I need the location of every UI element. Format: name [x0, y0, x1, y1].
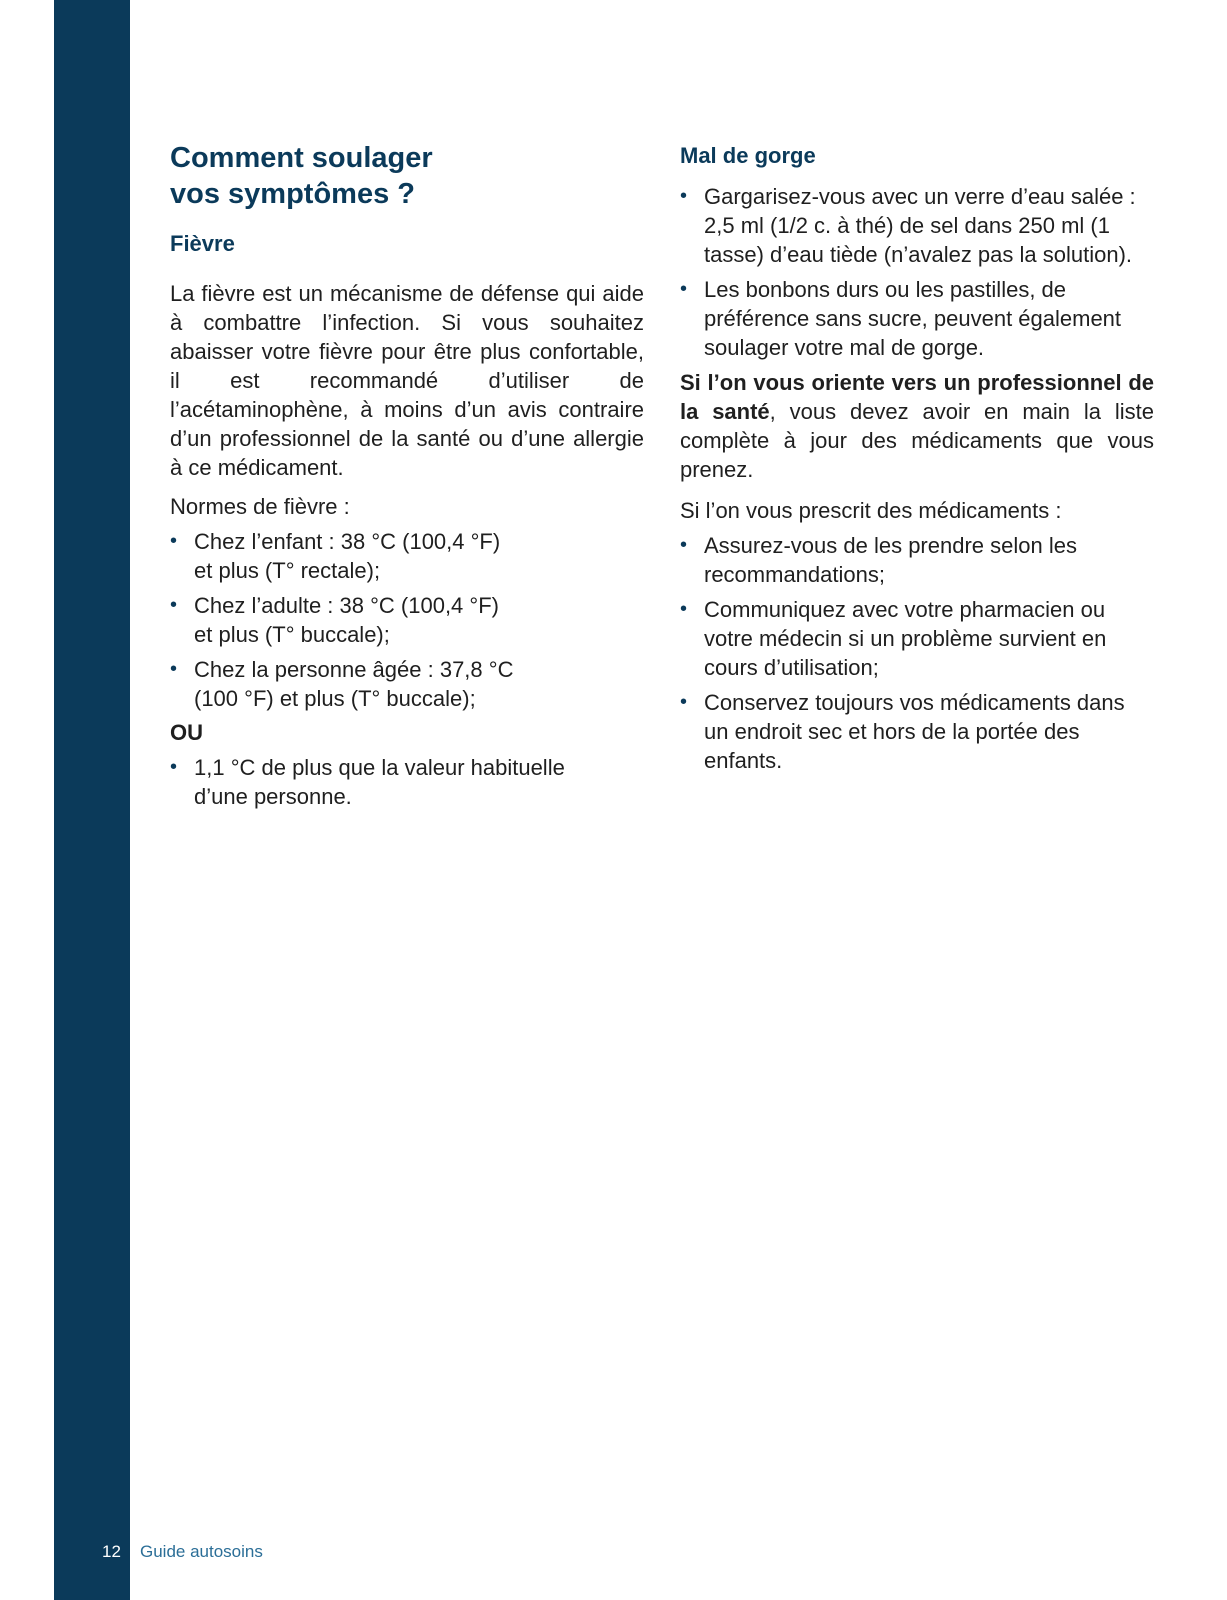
bullet-icon: •	[680, 185, 688, 207]
page-title-line2: vos symptômes ?	[170, 178, 415, 210]
page-title	[170, 140, 644, 212]
sidebar-band	[54, 0, 130, 1600]
referral-paragraph	[680, 368, 1154, 484]
bullet-icon: •	[170, 530, 178, 552]
referral-bold: Si l’on vous oriente vers un professionnel de la santé	[680, 370, 1154, 424]
bullet-icon: •	[680, 691, 688, 713]
list-item: • Chez l’enfant : 38 °C (100,4 °F) et plus (T° rectale);	[170, 529, 501, 583]
bullet-icon: •	[170, 658, 178, 680]
bullet-icon: •	[170, 594, 178, 616]
guide-title: Guide autosoins	[140, 1542, 263, 1561]
list-item: • Communiquez avec votre pharmacien ou votre médecin si un problème survient en cours d’utilisation;	[680, 597, 1107, 680]
prescribed-label: Si l’on vous prescrit des médicaments :	[680, 498, 1062, 523]
fever-heading: Fièvre	[170, 231, 235, 256]
fever-norms-label: Normes de fièvre :	[170, 494, 350, 519]
list-item: • Chez la personne âgée : 37,8 °C (100 °F) et plus (T° buccale);	[170, 657, 514, 711]
fever-extra-list	[170, 753, 644, 811]
bullet-icon: •	[170, 756, 178, 778]
bullet-icon: •	[680, 278, 688, 300]
list-item: • Les bonbons durs ou les pastilles, de préférence sans sucre, peuvent également soulager votre mal de gorge.	[680, 277, 1122, 360]
fever-intro: La fièvre est un mécanisme de défense qui aide à combattre l’infection. Si vous souhaitez abaisser votre fièvre pour être plus confortable, il est recommandé d’utiliser de l’acétaminophène, à moins d’un avis contraire d’un professionnel de la santé ou d’une allergie à ce médicament.	[170, 281, 644, 480]
list-item: • 1,1 °C de plus que la valeur habituelle d’une personne.	[170, 755, 565, 809]
referral-rest: , vous devez avoir en main la liste complète à jour des médicaments que vous prenez.	[680, 399, 1154, 482]
list-item: • Assurez-vous de les prendre selon les recommandations;	[680, 533, 1077, 587]
prescribed-list	[680, 531, 1154, 775]
sore-throat-heading: Mal de gorge	[680, 143, 816, 168]
list-item: • Chez l’adulte : 38 °C (100,4 °F) et plus (T° buccale);	[170, 593, 499, 647]
bullet-icon: •	[680, 534, 688, 556]
sore-throat-list	[680, 182, 1154, 362]
or-label: OU	[170, 720, 203, 745]
page-footer	[102, 1541, 263, 1563]
page-title-line1: Comment soulager	[170, 142, 433, 174]
right-column	[680, 142, 1154, 781]
fever-norms-list	[170, 527, 644, 713]
list-item: • Conservez toujours vos médicaments dans un endroit sec et hors de la portée des enfants.	[680, 690, 1125, 773]
page-number: 12	[102, 1542, 121, 1561]
left-column	[170, 140, 644, 817]
list-item: • Gargarisez-vous avec un verre d’eau salée : 2,5 ml (1/2 c. à thé) de sel dans 250 ml (1 tasse) d’eau tiède (n’avalez pas la solution).	[680, 184, 1136, 267]
bullet-icon: •	[680, 598, 688, 620]
